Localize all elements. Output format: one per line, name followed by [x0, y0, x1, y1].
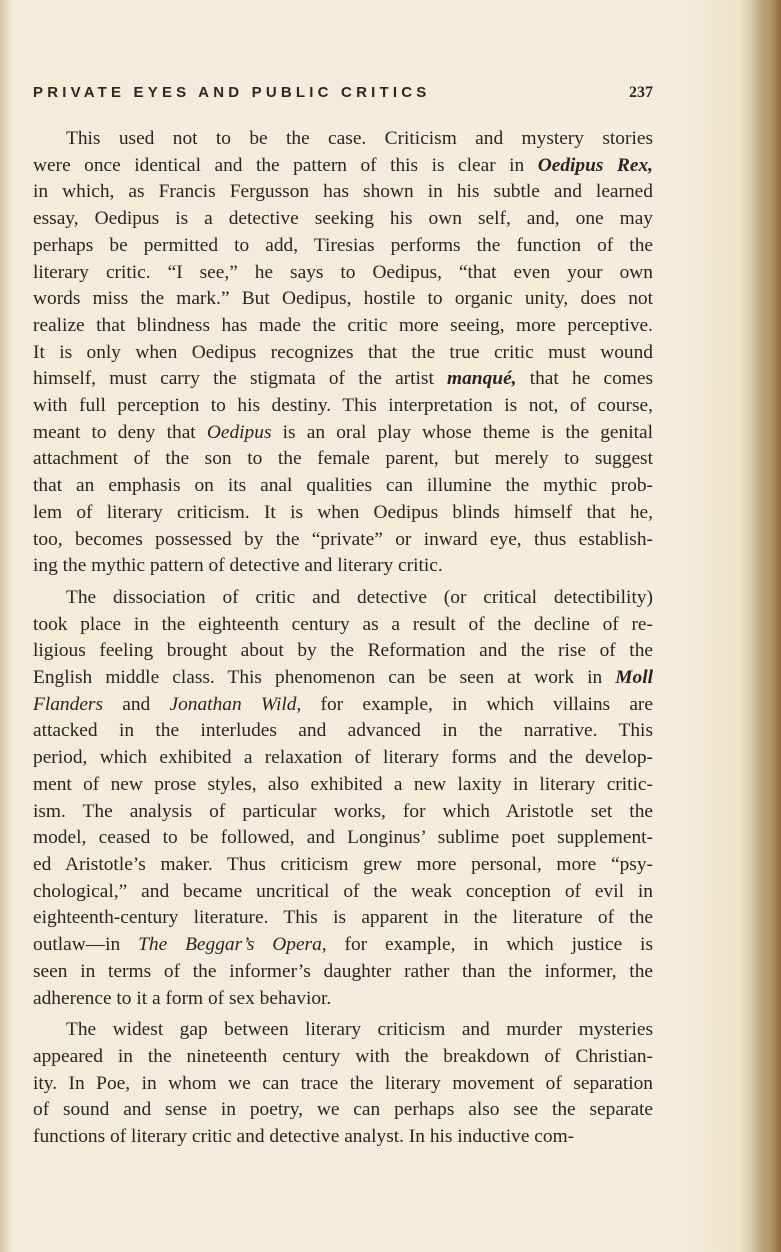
text-line: ism. The analysis of particular works, for which Aristotle set the [33, 800, 653, 822]
text-line: realize that blindness has made the critic more seeing, more perceptive. [33, 314, 653, 336]
text-line: took place in the eighteenth century as a result of the decline of re- [33, 613, 653, 635]
text-line: appeared in the nineteenth century with the breakdown of Christian- [33, 1045, 653, 1067]
running-title: PRIVATE EYES AND PUBLIC CRITICS [33, 84, 431, 101]
text-line: too, becomes possessed by the “private” or inward eye, thus establish- [33, 528, 653, 550]
text-line: ligious feeling brought about by the Reformation and the rise of the [33, 640, 653, 662]
page-edge-shadow [751, 0, 781, 1252]
text-line: The dissociation of critic and detective (or critical detectibility) [66, 586, 653, 608]
text-line: meant to deny that Oedipus is an oral play whose theme is the genital [33, 421, 653, 443]
page-gutter-shadow [0, 0, 10, 1252]
text-line: Flanders and Jonathan Wild, for example, in which villains are [33, 693, 653, 715]
page-number: 237 [629, 84, 653, 101]
text-line: lem of literary criticism. It is when Oedipus blinds himself that he, [33, 501, 653, 523]
text-line: eighteenth-century literature. This is apparent in the literature of the [33, 907, 653, 929]
paragraph [33, 1017, 653, 1151]
text-line: This used not to be the case. Criticism and mystery stories [66, 128, 653, 149]
body-text [33, 126, 653, 1151]
text-line: seen in terms of the informer’s daughter rather than the informer, the [33, 960, 653, 982]
text-line: outlaw—in The Beggar’s Opera, for example, in which justice is [33, 934, 653, 956]
text-line: ed Aristotle’s maker. Thus criticism grew more personal, more “psy- [33, 853, 653, 875]
text-line: were once identical and the pattern of this is clear in Oedipus Rex, [33, 154, 654, 176]
text-line: attacked in the interludes and advanced in the narrative. This [33, 720, 653, 742]
paragraph [33, 126, 653, 580]
running-head [33, 84, 653, 106]
text-line: ment of new prose styles, also exhibited a new laxity in literary critic- [33, 773, 653, 795]
text-line: adherence to it a form of sex behavior. [33, 987, 332, 1009]
text-line: ity. In Poe, in whom we can trace the literary movement of separation [33, 1072, 653, 1094]
text-line: with full perception to his destiny. This interpretation is not, of course, [33, 395, 653, 417]
text-line: functions of literary critic and detective analyst. In his inductive com- [33, 1126, 575, 1148]
text-line: English middle class. This phenomenon can be seen at work in Moll [33, 667, 653, 689]
text-line: model, ceased to be followed, and Longinus’ sublime poet supplement- [33, 827, 653, 849]
text-line: chological,” and became uncritical of the weak conception of evil in [33, 880, 653, 902]
text-line: The widest gap between literary criticism and murder mysteries [66, 1019, 653, 1041]
text-line: perhaps be permitted to add, Tiresias performs the function of the [33, 234, 653, 256]
text-line: ing the mythic pattern of detective and literary critic. [33, 555, 443, 577]
text-line: of sound and sense in poetry, we can perhaps also see the separate [33, 1099, 653, 1121]
text-line: in which, as Francis Fergusson has shown in his subtle and learned [33, 181, 653, 203]
text-line: It is only when Oedipus recognizes that the true critic must wound [33, 341, 653, 363]
paragraph [33, 585, 653, 1012]
text-line: attachment of the son to the female parent, but merely to suggest [33, 448, 653, 470]
text-line: literary critic. “I see,” he says to Oedipus, “that even your own [33, 261, 653, 283]
text-line: himself, must carry the stigmata of the artist manqué, that he comes [33, 368, 653, 390]
text-line: that an emphasis on its anal qualities can illumine the mythic prob- [33, 475, 653, 497]
text-line: period, which exhibited a relaxation of literary forms and the develop- [33, 747, 653, 769]
text-line: essay, Oedipus is a detective seeking his own self, and, one may [33, 208, 653, 230]
text-line: words miss the mark.” But Oedipus, hostile to organic unity, does not [33, 288, 653, 310]
